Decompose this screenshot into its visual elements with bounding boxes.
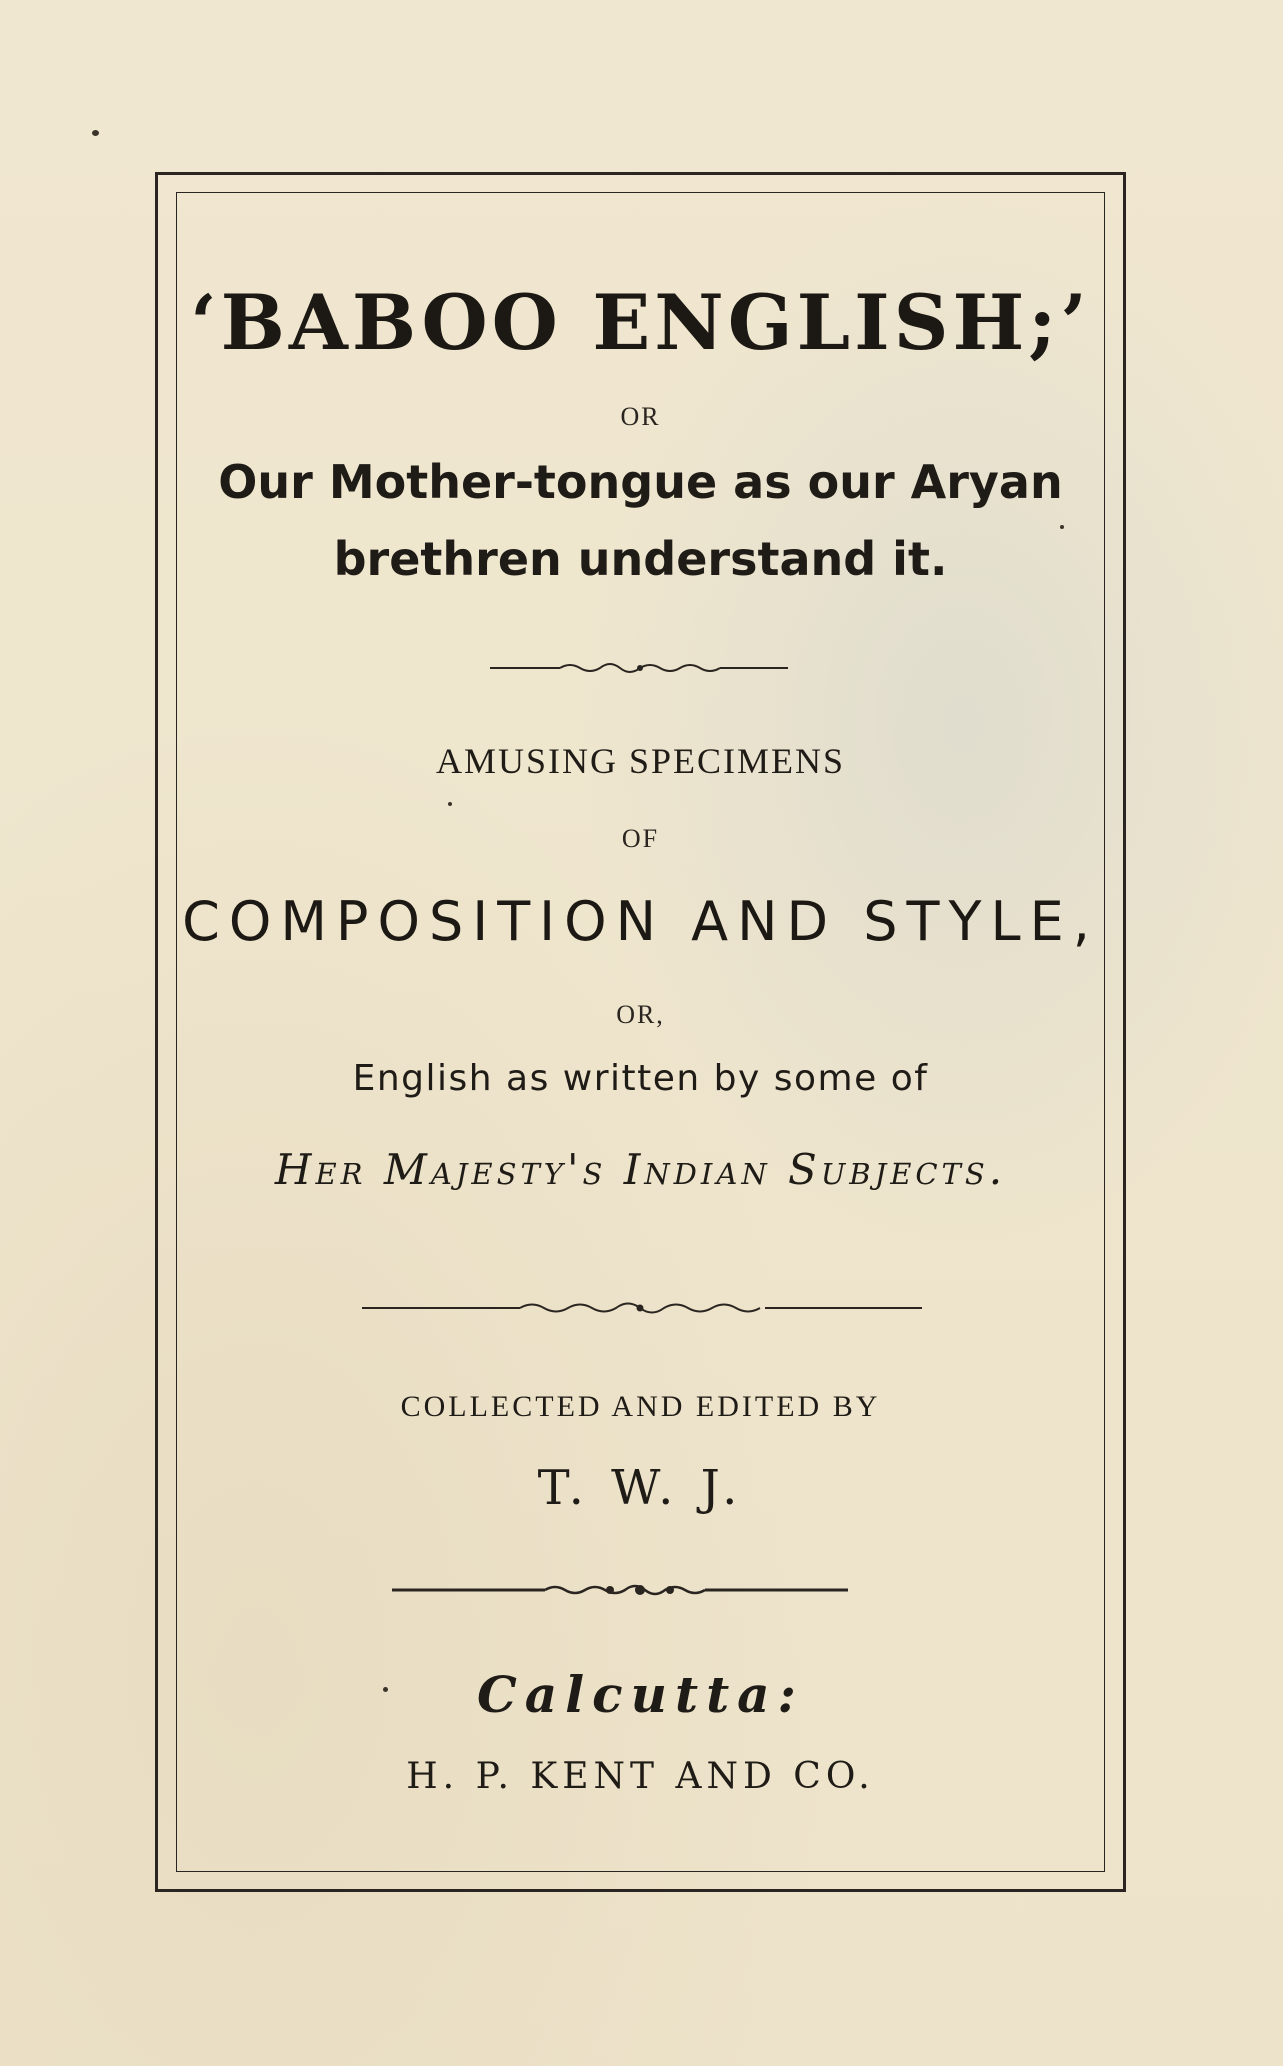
publisher-name: H. P. KENT AND CO. xyxy=(406,1756,875,1797)
publication-city: Calcutta: xyxy=(476,1665,805,1724)
ornamental-rule-3 xyxy=(0,1580,1283,1600)
or-connector: OR xyxy=(620,402,661,431)
majesty-line: Her Majesty's Indian Subjects. xyxy=(274,1145,1007,1194)
paper-speck xyxy=(92,130,99,136)
ornamental-rule-1 xyxy=(0,658,1283,678)
subtitle-line-2: brethren understand it. xyxy=(333,532,948,586)
book-title: ‘BABOO ENGLISH;’ xyxy=(190,278,1091,367)
composition-heading: COMPOSITION AND STYLE, xyxy=(182,890,1099,953)
inner-border xyxy=(176,192,1105,1872)
or-connector-2: OR, xyxy=(616,1000,665,1029)
editor-initials: T. W. J. xyxy=(537,1460,744,1516)
english-line: English as written by some of xyxy=(352,1058,929,1099)
collected-by: COLLECTED AND EDITED BY xyxy=(400,1390,881,1423)
subtitle-line-1: Our Mother-tongue as our Aryan xyxy=(218,455,1063,509)
ornamental-rule-2 xyxy=(0,1298,1283,1318)
amusing-specimens: AMUSING SPECIMENS xyxy=(435,741,846,781)
of-connector: OF xyxy=(621,824,660,853)
